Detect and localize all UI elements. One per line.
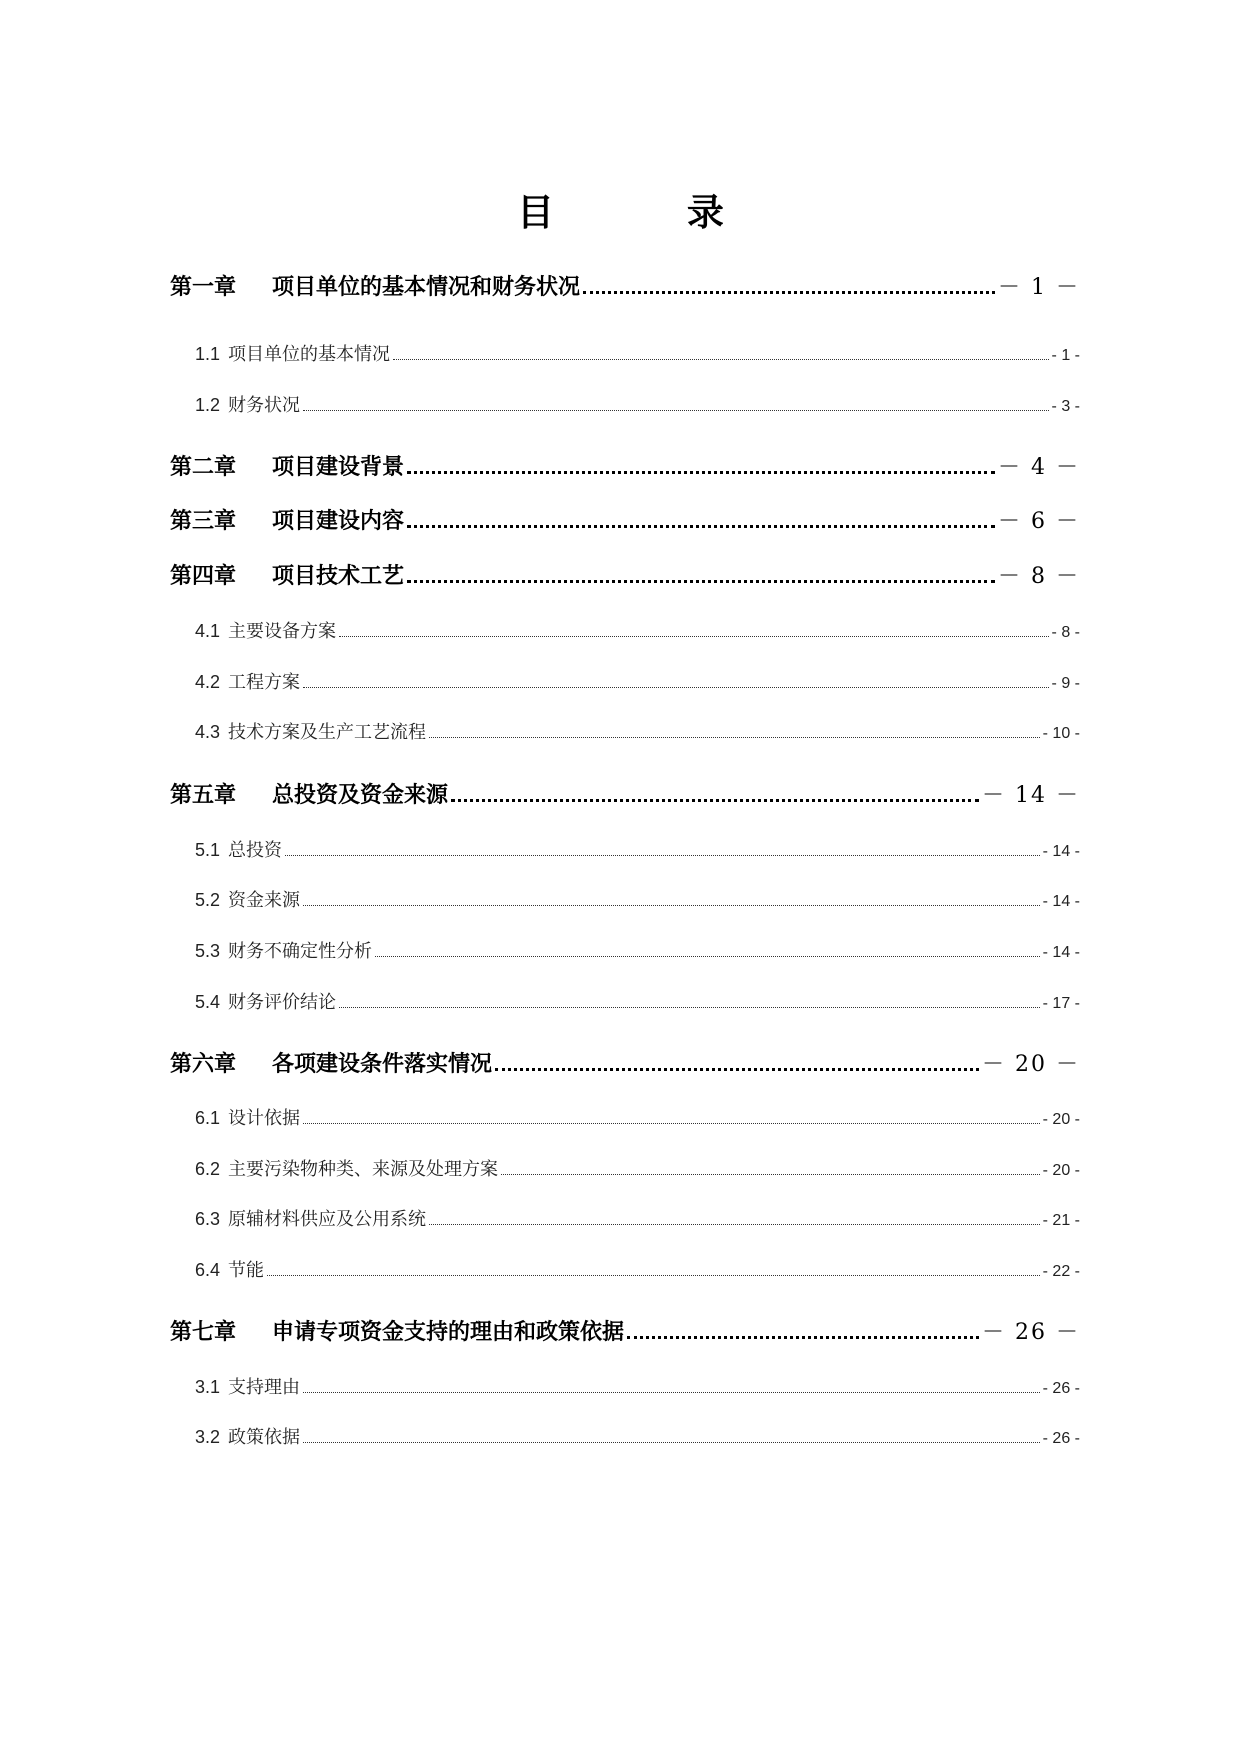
toc-page-number: - 17 - bbox=[1042, 995, 1080, 1012]
toc-page-number: - 20 - bbox=[1042, 1162, 1080, 1179]
toc-page-number: - 9 - bbox=[1051, 675, 1080, 692]
toc-page-number: - 10 - bbox=[1042, 725, 1080, 742]
toc-dot-leader bbox=[627, 1336, 979, 1339]
toc-entry-number: 第五章 bbox=[170, 782, 237, 808]
toc-section-entry[interactable] bbox=[195, 617, 1080, 643]
toc-entry-label: 原辅材料供应及公用系统 bbox=[228, 1209, 427, 1229]
toc-dot-leader bbox=[339, 636, 1049, 637]
toc-section-entry[interactable] bbox=[195, 1373, 1080, 1399]
toc-dot-leader bbox=[407, 580, 995, 583]
toc-dot-leader bbox=[267, 1275, 1040, 1276]
toc-page-number: － 26 － bbox=[982, 1320, 1080, 1345]
toc-entry-number: 3.1 bbox=[195, 1377, 221, 1397]
toc-entry-label: 申请专项资金支持的理由和政策依据 bbox=[272, 1319, 625, 1345]
toc-dot-leader bbox=[339, 1007, 1040, 1008]
toc-page-number: － 8 － bbox=[998, 564, 1080, 589]
toc-section-entry[interactable] bbox=[195, 937, 1080, 963]
toc-page-number: - 14 - bbox=[1042, 944, 1080, 961]
toc-entry-number: 6.3 bbox=[195, 1209, 221, 1229]
toc-entry-label: 主要污染物种类、来源及处理方案 bbox=[228, 1159, 499, 1179]
toc-section-entry[interactable] bbox=[195, 718, 1080, 744]
toc-page-number: － 1 － bbox=[998, 275, 1080, 300]
toc-dot-leader bbox=[375, 956, 1040, 957]
toc-entry-label: 财务不确定性分析 bbox=[228, 941, 373, 961]
toc-dot-leader bbox=[393, 359, 1049, 360]
toc-page-number: - 21 - bbox=[1042, 1212, 1080, 1229]
toc-chapter-entry[interactable] bbox=[170, 778, 1080, 810]
toc-entry-label: 项目建设背景 bbox=[272, 454, 405, 480]
toc-section-entry[interactable] bbox=[195, 836, 1080, 862]
toc-entry-number: 4.1 bbox=[195, 621, 221, 641]
toc-entry-label: 总投资及资金来源 bbox=[272, 782, 449, 808]
toc-entry-number: 第六章 bbox=[170, 1051, 237, 1077]
toc-entry-number: 6.1 bbox=[195, 1108, 221, 1128]
toc-entry-label: 技术方案及生产工艺流程 bbox=[228, 722, 427, 742]
toc-page-number: - 26 - bbox=[1042, 1380, 1080, 1397]
toc-entry-label: 总投资 bbox=[228, 840, 283, 860]
toc-entry-label: 工程方案 bbox=[228, 672, 301, 692]
toc-dot-leader bbox=[303, 1123, 1040, 1124]
toc-page-number: - 3 - bbox=[1051, 398, 1080, 415]
toc-entry-number: 第三章 bbox=[170, 508, 237, 534]
toc-entry-number: 1.1 bbox=[195, 344, 221, 364]
toc-page-number: － 14 － bbox=[982, 783, 1080, 808]
toc-page-number: - 26 - bbox=[1042, 1430, 1080, 1447]
toc-page-number: － 4 － bbox=[998, 455, 1080, 480]
toc-entry-number: 第四章 bbox=[170, 563, 237, 589]
toc-entry-label: 财务状况 bbox=[228, 395, 301, 415]
toc-entry-number: 第七章 bbox=[170, 1319, 237, 1345]
toc-entry-label: 设计依据 bbox=[228, 1108, 301, 1128]
toc-chapter-entry[interactable] bbox=[170, 270, 1080, 302]
toc-entry-number: 第二章 bbox=[170, 454, 237, 480]
toc-dot-leader bbox=[429, 737, 1040, 738]
toc-entry-number: 5.1 bbox=[195, 840, 221, 860]
toc-entry-number: 6.4 bbox=[195, 1260, 221, 1280]
toc-page-number: - 14 - bbox=[1042, 893, 1080, 910]
toc-dot-leader bbox=[303, 905, 1040, 906]
toc-section-entry[interactable] bbox=[195, 1155, 1080, 1181]
toc-chapter-entry[interactable] bbox=[170, 1315, 1080, 1347]
toc-entry-number: 3.2 bbox=[195, 1427, 221, 1447]
toc-section-entry[interactable] bbox=[195, 1205, 1080, 1231]
toc-entry-label: 项目技术工艺 bbox=[272, 563, 405, 589]
toc-section-entry[interactable] bbox=[195, 886, 1080, 912]
toc-section-entry[interactable] bbox=[195, 1423, 1080, 1449]
toc-chapter-entry[interactable] bbox=[170, 450, 1080, 482]
toc-entry-label: 各项建设条件落实情况 bbox=[272, 1051, 493, 1077]
toc-page-number: - 20 - bbox=[1042, 1111, 1080, 1128]
toc-chapter-entry[interactable] bbox=[170, 504, 1080, 536]
toc-entry-label: 项目单位的基本情况和财务状况 bbox=[272, 274, 581, 300]
toc-page-number: - 14 - bbox=[1042, 843, 1080, 860]
toc-entry-number: 6.2 bbox=[195, 1159, 221, 1179]
toc-dot-leader bbox=[501, 1174, 1040, 1175]
page-title: 目 录 bbox=[517, 191, 784, 234]
toc-entry-label: 项目建设内容 bbox=[272, 508, 405, 534]
toc-entry-number: 4.3 bbox=[195, 722, 221, 742]
toc-page-number: － 20 － bbox=[982, 1052, 1080, 1077]
toc-section-entry[interactable] bbox=[195, 1104, 1080, 1130]
toc-dot-leader bbox=[303, 687, 1049, 688]
toc-section-entry[interactable] bbox=[195, 1256, 1080, 1282]
toc-entry-number: 第一章 bbox=[170, 274, 237, 300]
toc-dot-leader bbox=[407, 525, 995, 528]
toc-section-entry[interactable] bbox=[195, 391, 1080, 417]
toc-page-number: - 22 - bbox=[1042, 1263, 1080, 1280]
toc-entry-number: 5.4 bbox=[195, 992, 221, 1012]
toc-page-number: － 6 － bbox=[998, 509, 1080, 534]
toc-entry-number: 5.2 bbox=[195, 890, 221, 910]
toc-entry-number: 4.2 bbox=[195, 672, 221, 692]
toc-entry-label: 节能 bbox=[228, 1260, 265, 1280]
toc-entry-number: 1.2 bbox=[195, 395, 221, 415]
toc-entry-label: 资金来源 bbox=[228, 890, 301, 910]
toc-dot-leader bbox=[303, 410, 1049, 411]
toc-dot-leader bbox=[495, 1068, 979, 1071]
toc-chapter-entry[interactable] bbox=[170, 559, 1080, 591]
toc-entry-label: 主要设备方案 bbox=[228, 621, 337, 641]
toc-entry-label: 支持理由 bbox=[228, 1377, 301, 1397]
toc-entry-label: 政策依据 bbox=[228, 1427, 301, 1447]
toc-dot-leader bbox=[303, 1442, 1040, 1443]
toc-dot-leader bbox=[407, 471, 995, 474]
toc-entry-label: 财务评价结论 bbox=[228, 992, 337, 1012]
toc-dot-leader bbox=[429, 1224, 1040, 1225]
toc-chapter-entry[interactable] bbox=[170, 1047, 1080, 1079]
toc-dot-leader bbox=[285, 855, 1040, 856]
toc-entry-label: 项目单位的基本情况 bbox=[228, 344, 391, 364]
toc-dot-leader bbox=[451, 799, 979, 802]
toc-dot-leader bbox=[583, 291, 995, 294]
toc-section-entry[interactable] bbox=[195, 988, 1080, 1014]
toc-section-entry[interactable] bbox=[195, 340, 1080, 366]
toc-entry-number: 5.3 bbox=[195, 941, 221, 961]
toc-section-entry[interactable] bbox=[195, 668, 1080, 694]
toc-dot-leader bbox=[303, 1392, 1040, 1393]
toc-page-number: - 8 - bbox=[1051, 624, 1080, 641]
toc-page-number: - 1 - bbox=[1051, 347, 1080, 364]
